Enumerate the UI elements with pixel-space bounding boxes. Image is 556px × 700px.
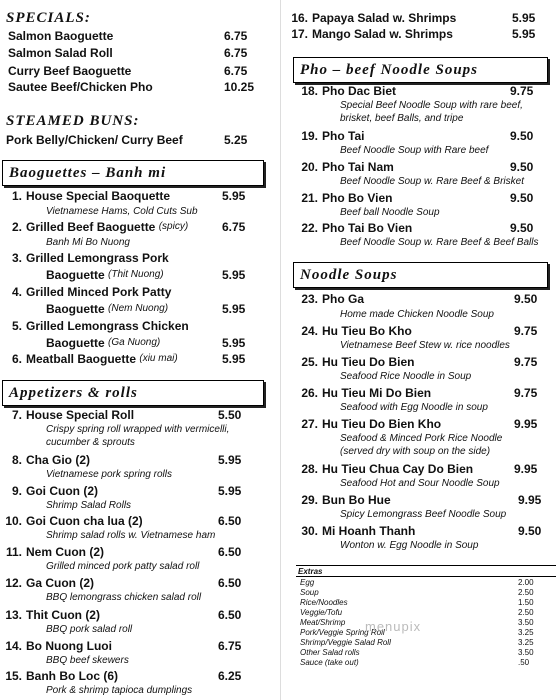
item-name: Curry Beef Baoguette — [8, 64, 132, 78]
item-number: 20. — [301, 160, 318, 174]
item-price: 5.95 — [512, 27, 536, 41]
item-number: 27. — [301, 417, 318, 431]
item-name: Thit Cuon (2) — [26, 608, 100, 622]
item-number: 21. — [301, 191, 318, 205]
list-item — [4, 484, 98, 498]
list-item — [300, 84, 396, 98]
item-name: Pho Tai Bo Vien — [322, 221, 413, 235]
item-name: Pho Ga — [322, 292, 365, 306]
noodle-heading: Noodle Soups — [293, 262, 548, 288]
item-number: 26. — [301, 386, 318, 400]
item-price: 9.75 — [514, 386, 538, 400]
item-name: Other Salad rolls — [300, 648, 360, 657]
item-number: 24. — [301, 324, 318, 338]
list-item — [300, 588, 556, 598]
item-price: 9.75 — [510, 84, 534, 98]
item-name: Cha Gio (2) — [26, 453, 91, 467]
pho-heading: Pho – beef Noodle Soups — [293, 57, 548, 83]
extras-title: Extras — [296, 566, 556, 577]
item-description: Shrimp salad rolls w. Vietnamese ham — [46, 530, 216, 541]
list-item — [4, 285, 171, 299]
item-description: BBQ lemongrass chicken salad roll — [46, 592, 202, 603]
list-item — [4, 514, 143, 528]
item-price: 6.50 — [218, 576, 242, 590]
item-name: Mango Salad w. Shrimps — [312, 27, 453, 41]
list-item — [4, 639, 112, 653]
item-number: 3. — [11, 251, 22, 265]
item-name: Soup — [300, 588, 319, 597]
item-name: Pork Belly/Chicken/ Curry Beef — [6, 133, 183, 147]
list-item — [4, 319, 189, 333]
item-description: Vietnamese Hams, Cold Cuts Sub — [46, 206, 198, 217]
item-price: 6.75 — [224, 64, 248, 78]
item-name: Hu Tieu Bo Kho — [322, 324, 412, 338]
item-number: 2. — [11, 220, 22, 234]
list-item-line2 — [46, 268, 164, 282]
item-name: Meat/Shrimp — [300, 618, 346, 627]
list-item — [4, 251, 169, 265]
item-price: 9.50 — [510, 221, 534, 235]
item-name: Pho Tai Nam — [322, 160, 394, 174]
item-name: Grilled Minced Pork Patty — [26, 285, 172, 299]
item-price: 5.95 — [222, 352, 246, 366]
item-tag: (Ga Nuong) — [108, 337, 161, 348]
item-tag: (xiu mai) — [139, 353, 178, 364]
item-price: 2.00 — [518, 578, 534, 587]
item-number: 16. — [291, 11, 308, 25]
list-item — [300, 658, 556, 668]
list-item — [300, 618, 556, 628]
item-description: Wonton w. Egg Noodle in Soup — [340, 540, 479, 551]
baoguettes-heading: Baoguettes – Banh mi — [2, 160, 264, 186]
item-price: 10.25 — [224, 80, 255, 94]
item-name-cont: Baoguette — [46, 302, 105, 316]
item-number: 25. — [301, 355, 318, 369]
list-item — [300, 160, 394, 174]
extras-list — [296, 577, 556, 668]
watermark: menupix — [365, 619, 422, 634]
item-price: .50 — [518, 658, 530, 667]
list-item — [300, 355, 414, 369]
list-item — [300, 648, 556, 658]
item-name: Bun Bo Hue — [322, 493, 391, 507]
item-price: 2.50 — [518, 608, 534, 617]
item-number: 23. — [301, 292, 318, 306]
item-name: Sauce (take out) — [300, 658, 359, 667]
list-item — [300, 324, 412, 338]
item-name: Goi Cuon cha lua (2) — [26, 514, 143, 528]
list-item — [300, 221, 412, 235]
list-item — [300, 292, 364, 306]
item-number: 6. — [11, 352, 22, 366]
list-item — [4, 576, 94, 590]
specials-title: SPECIALS: — [6, 10, 91, 26]
list-item — [4, 669, 118, 683]
list-item — [300, 524, 415, 538]
item-number: 8. — [11, 453, 22, 467]
item-number: 9. — [11, 484, 22, 498]
list-item — [290, 27, 453, 41]
item-price: 6.75 — [218, 639, 242, 653]
item-price: 2.50 — [518, 588, 534, 597]
item-price: 5.95 — [512, 11, 536, 25]
list-item — [300, 628, 556, 638]
item-price: 3.50 — [518, 648, 534, 657]
item-name: Pho Tai — [322, 129, 365, 143]
item-name: Ga Cuon (2) — [26, 576, 94, 590]
item-price: 3.25 — [518, 638, 534, 647]
item-number: 14. — [5, 639, 22, 653]
item-price: 9.50 — [510, 160, 534, 174]
list-item — [4, 408, 134, 422]
item-number: 28. — [301, 462, 318, 476]
list-item — [300, 462, 473, 476]
item-description: Shrimp Salad Rolls — [46, 500, 132, 511]
item-name: Pork/Veggie Spring Roll — [300, 628, 385, 637]
item-price: 9.75 — [514, 355, 538, 369]
list-item-line2 — [46, 336, 160, 350]
item-price: 5.95 — [218, 484, 242, 498]
item-price: 9.75 — [514, 324, 538, 338]
item-name: Egg — [300, 578, 315, 587]
item-price: 9.95 — [514, 417, 538, 431]
item-price: 3.50 — [518, 618, 534, 627]
item-name: Sautee Beef/Chicken Pho — [8, 80, 153, 94]
item-description: Pork & shrimp tapioca dumplings — [46, 685, 193, 696]
item-description: BBQ pork salad roll — [46, 624, 133, 635]
list-item — [300, 417, 441, 431]
item-description: Vietnamese pork spring rolls — [46, 469, 172, 480]
item-description-cont: (served dry with soup on the side) — [340, 446, 491, 457]
list-item — [4, 352, 178, 366]
list-item — [6, 133, 183, 147]
item-description: Seafood with Egg Noodle in soup — [340, 402, 488, 413]
appetizers-heading: Appetizers & rolls — [2, 380, 264, 406]
item-price: 6.75 — [224, 46, 248, 60]
item-name: Banh Bo Loc (6) — [26, 669, 118, 683]
item-price: 5.50 — [218, 408, 242, 422]
list-item — [8, 64, 131, 78]
list-item — [4, 608, 100, 622]
item-name: Pho Bo Vien — [322, 191, 393, 205]
item-name: Grilled Lemongrass Pork — [26, 251, 169, 265]
item-price: 9.50 — [518, 524, 542, 538]
list-item — [4, 545, 104, 559]
item-description: Beef Noodle Soup with Rare beef — [340, 145, 489, 156]
item-name: Shrimp/Veggie Salad Roll — [300, 638, 391, 647]
item-name: Papaya Salad w. Shrimps — [312, 11, 457, 25]
item-number: 30. — [301, 524, 318, 538]
item-number: 12. — [5, 576, 22, 590]
item-name: Hu Tieu Mi Do Bien — [322, 386, 432, 400]
item-name: House Special Roll — [26, 408, 135, 422]
item-name: Nem Cuon (2) — [26, 545, 104, 559]
item-price: 6.50 — [218, 608, 242, 622]
item-name: Hu Tieu Do Bien Kho — [322, 417, 442, 431]
item-name: Veggie/Tofu — [300, 608, 343, 617]
item-number: 4. — [11, 285, 22, 299]
item-description: BBQ beef skewers — [46, 655, 129, 666]
item-name: Grilled Lemongrass Chicken — [26, 319, 189, 333]
item-description: Home made Chicken Noodle Soup — [340, 309, 494, 320]
item-name: Grilled Beef Baoguette — [26, 220, 156, 234]
list-item — [8, 80, 153, 94]
item-name: Mi Hoanh Thanh — [322, 524, 416, 538]
item-number: 22. — [301, 221, 318, 235]
item-number: 17. — [291, 27, 308, 41]
item-price: 1.50 — [518, 598, 534, 607]
item-description: Beef Noodle Soup w. Rare Beef & Brisket — [340, 176, 524, 187]
item-price: 9.50 — [510, 191, 534, 205]
list-item — [4, 453, 90, 467]
column-divider — [280, 0, 281, 700]
item-name: Bo Nuong Luoi — [26, 639, 112, 653]
item-price: 9.50 — [510, 129, 534, 143]
item-name: Meatball Baoguette — [26, 352, 137, 366]
item-name-cont: Baoguette — [46, 336, 105, 350]
steamed-title: STEAMED BUNS: — [6, 113, 140, 129]
item-tag: (Nem Nuong) — [108, 303, 169, 314]
item-name: Pho Dac Biet — [322, 84, 397, 98]
item-price: 9.95 — [514, 462, 538, 476]
item-number: 10. — [5, 514, 22, 528]
item-description: Crispy spring roll wrapped with vermicelli, — [46, 424, 230, 435]
item-number: 15. — [5, 669, 22, 683]
item-name: House Special Baoquette — [26, 189, 171, 203]
list-item-line2 — [46, 302, 168, 316]
item-description: Beef Noodle Soup w. Rare Beef & Beef Balls — [340, 237, 539, 248]
item-description: Seafood & Minced Pork Rice Noodle — [340, 433, 503, 444]
item-price: 6.50 — [218, 514, 242, 528]
list-item — [300, 386, 431, 400]
item-name: Rice/Noodles — [300, 598, 348, 607]
item-description: Vietnamese Beef Stew w. rice noodles — [340, 340, 510, 351]
list-item — [8, 46, 113, 60]
item-description-cont: cucumber & sprouts — [46, 437, 135, 448]
item-description-cont: brisket, beef Balls, and tripe — [340, 113, 464, 124]
list-item — [300, 578, 556, 588]
list-item — [300, 129, 364, 143]
item-price: 6.25 — [218, 669, 242, 683]
item-name: Hu Tieu Chua Cay Do Bien — [322, 462, 474, 476]
item-number: 11. — [5, 545, 22, 559]
item-description: Spicy Lemongrass Beef Noodle Soup — [340, 509, 507, 520]
item-price: 6.75 — [224, 29, 248, 43]
item-number: 13. — [5, 608, 22, 622]
item-description: Grilled minced pork patty salad roll — [46, 561, 200, 572]
item-price: 9.95 — [518, 493, 542, 507]
item-tag: (spicy) — [158, 221, 189, 232]
item-price: 5.25 — [224, 133, 248, 147]
item-number: 7. — [11, 408, 22, 422]
list-item — [300, 191, 392, 205]
list-item — [4, 189, 170, 203]
list-item — [300, 493, 391, 507]
item-number: 5. — [11, 319, 22, 333]
item-price: 5.95 — [218, 453, 242, 467]
item-name-cont: Baoguette — [46, 268, 105, 282]
item-name: Hu Tieu Do Bien — [322, 355, 415, 369]
item-price: 5.95 — [222, 268, 246, 282]
item-description: Seafood Hot and Sour Noodle Soup — [340, 478, 500, 489]
item-description: Special Beef Noodle Soup with rare beef, — [340, 100, 523, 111]
item-name: Salmon Baoguette — [8, 29, 114, 43]
extras-table — [296, 565, 556, 668]
list-item — [300, 638, 556, 648]
item-price: 5.95 — [222, 336, 246, 350]
item-number: 18. — [301, 84, 318, 98]
item-description: Banh Mi Bo Nuong — [46, 237, 130, 248]
item-number: 29. — [301, 493, 318, 507]
list-item — [4, 220, 188, 234]
item-name: Salmon Salad Roll — [8, 46, 113, 60]
list-item — [290, 11, 456, 25]
list-item — [300, 598, 556, 608]
item-price: 5.95 — [222, 189, 246, 203]
list-item — [8, 29, 113, 43]
item-description: Seafood Rice Noodle in Soup — [340, 371, 472, 382]
item-price: 9.50 — [514, 292, 538, 306]
list-item — [300, 608, 556, 618]
item-price: 3.25 — [518, 628, 534, 637]
item-name: Goi Cuon (2) — [26, 484, 98, 498]
item-description: Beef ball Noodle Soup — [340, 207, 440, 218]
item-number: 19. — [301, 129, 318, 143]
item-price: 6.50 — [218, 545, 242, 559]
item-number: 1. — [11, 189, 22, 203]
item-tag: (Thit Nuong) — [108, 269, 164, 280]
item-price: 6.75 — [222, 220, 246, 234]
item-price: 5.95 — [222, 302, 246, 316]
